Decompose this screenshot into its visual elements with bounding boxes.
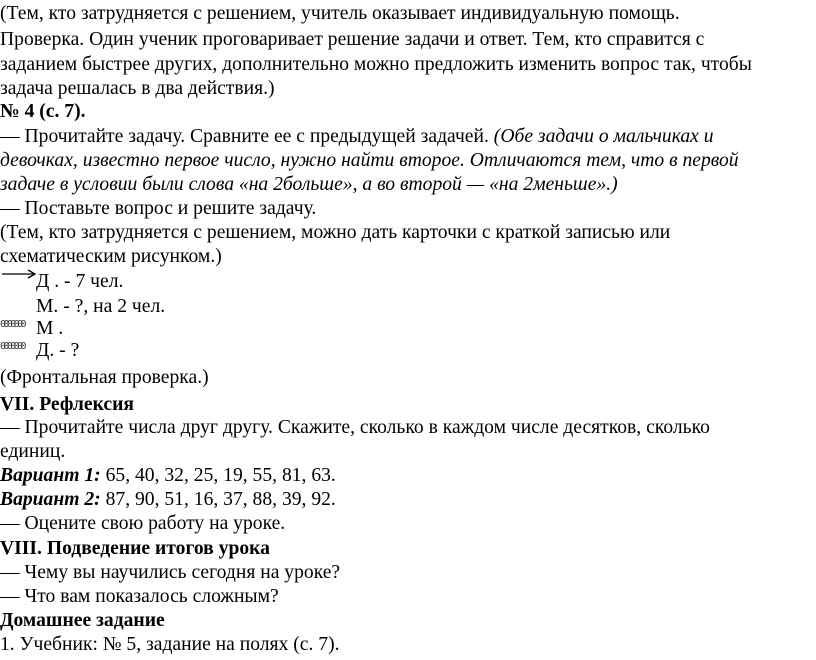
text-line: — Поставьте вопрос и решите задачу. xyxy=(0,198,317,219)
section-heading: VIII. Подведение итогов урока xyxy=(0,538,270,559)
section-heading: VII. Рефлексия xyxy=(0,394,134,415)
text-line: — Оцените свою работу на уроке. xyxy=(0,513,286,534)
scheme-bar-icon: 0000000 xyxy=(0,319,24,330)
scheme-line: М . xyxy=(36,318,64,339)
text-line: 1. Учебник: № 5, задание на полях (с. 7). xyxy=(0,634,340,655)
arrow-icon xyxy=(0,266,40,280)
variant-line xyxy=(0,489,336,511)
note-italic: (Обе задачи о мальчиках и xyxy=(493,126,714,147)
text-line: схематическим рисунком.) xyxy=(0,246,222,267)
note-italic-line: задаче в условии были слова «на 2больше», а во второй — «на 2меньше».) xyxy=(0,174,618,195)
variant-numbers: 87, 90, 51, 16, 37, 88, 39, 92. xyxy=(100,489,336,510)
scheme-bar-icon: 0000000 xyxy=(0,341,24,352)
variant-label: Вариант 2: xyxy=(0,489,101,510)
variant-label: Вариант 1: xyxy=(0,465,101,486)
text-line: (Тем, кто затрудняется с решением, можно дать карточки с краткой записью или xyxy=(0,222,671,243)
instruction-text: — Прочитайте задачу. Сравните ее с предыдущей задачей. xyxy=(0,126,494,147)
text-line: заданием быстрее других, дополнительно можно предложить изменить вопрос так, чтобы xyxy=(0,54,752,75)
text-line: (Тем, кто затрудняется с решением, учитель оказывает индивидуальную помощь. xyxy=(0,3,680,24)
section-heading: Домашнее задание xyxy=(0,610,165,631)
task-heading: № 4 (с. 7). xyxy=(0,101,86,122)
text-line: Проверка. Один ученик проговаривает решение задачи и ответ. Тем, кто справится с xyxy=(0,29,705,50)
variant-numbers: 65, 40, 32, 25, 19, 55, 81, 63. xyxy=(100,465,336,486)
text-line: — Что вам показалось сложным? xyxy=(0,586,279,607)
scheme-line: Д. - ? xyxy=(36,340,80,361)
text-line: единиц. xyxy=(0,441,66,462)
text-line: — Прочитайте числа друг другу. Скажите, сколько в каждом числе десятков, сколько xyxy=(0,417,710,438)
text-line: (Фронтальная проверка.) xyxy=(0,367,209,388)
text-line: — Чему вы научились сегодня на уроке? xyxy=(0,562,341,583)
note-italic-line: девочках, известно первое число, нужно найти второе. Отличаются тем, что в первой xyxy=(0,150,739,171)
text-line: задача решалась в два действия.) xyxy=(0,78,275,99)
text-line xyxy=(0,126,714,148)
scheme-line: М. - ?, на 2 чел. xyxy=(36,296,166,317)
variant-line xyxy=(0,465,336,487)
scheme-line: Д . - 7 чел. xyxy=(36,271,124,292)
